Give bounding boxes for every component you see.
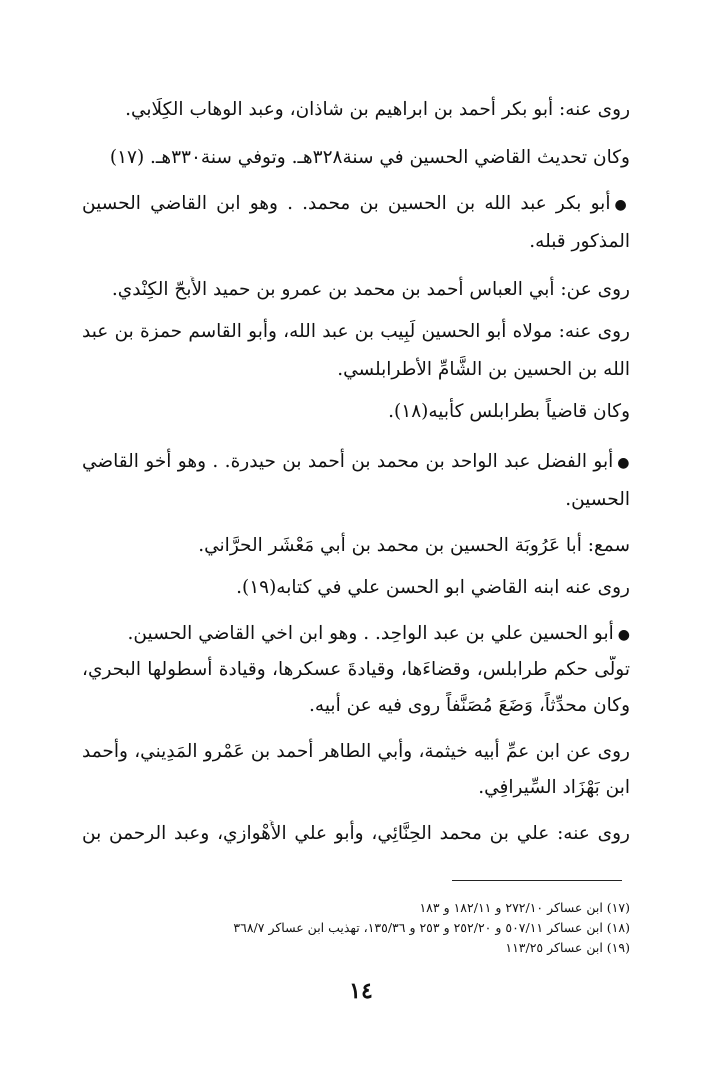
text-line-1: روى عنه: أبو بكر أحمد بن ابراهيم بن شاذان، وعبد الوهاب الكِلَابي.	[125, 99, 630, 120]
entry-line-abu-bakr	[82, 190, 630, 219]
entry-heading-text: أبو الحسين علي بن عبد الواحِد. . وهو ابن اخي القاضي الحسين.	[127, 623, 614, 644]
entry-line-abu-al-fadl	[82, 448, 630, 477]
text-line-15: وكان محدِّثاً، وَضَعَ مُصَنَّفاً روى فيه عن أبيه.	[309, 695, 630, 716]
text-line-18: روى عنه: علي بن محمد الحِنَّائِي، وأبو علي الأَهْوازي، وعبد الرحمن بن	[82, 823, 630, 844]
text-line-5: روى عن: أبي العباس أحمد بن محمد بن عمرو بن حميد الأَبحّ الكِنْدي.	[111, 279, 630, 300]
entry-heading-text: أبو الفضل عبد الواحد بن محمد بن أحمد بن حيدرة. . وهو أخو القاضي	[82, 451, 614, 472]
footnote-separator	[452, 880, 622, 881]
footnote-17: (١٧) ابن عساكر ٢٧٢/١٠ و ١٨٢/١١ و ١٨٣	[419, 900, 630, 915]
text-line-17: ابن بَهْزَاد السِّيرافِي.	[478, 777, 630, 798]
text-line-11: سمع: أبا عَرُوبَة الحسين بن محمد بن أبي مَعْشَر الحرَّاني.	[198, 535, 630, 556]
page-number: ١٤	[349, 978, 373, 1004]
text-line-6: روى عنه: مولاه أبو الحسين لَبِيب بن عبد الله، وأبو القاسم حمزة بن عبد	[82, 321, 630, 342]
text-line-16: روى عن ابن عمِّ أبيه خيثمة، وأبي الطاهر أحمد بن عَمْرو المَدِيني، وأحمد	[82, 741, 630, 762]
bullet-icon: ●	[614, 197, 630, 213]
entry-heading-text: أبو بكر عبد الله بن الحسين بن محمد. . وهو ابن القاضي الحسين	[82, 193, 611, 214]
entry-line-abu-al-husayn	[82, 620, 630, 649]
text-line-14: تولَّى حكم طرابلس، وقضاءَها، وقيادةَ عسكرها، وقيادة أسطولها البحري،	[82, 659, 630, 680]
text-line-12: روى عنه ابنه القاضي ابو الحسن علي في كتابه(١٩).	[236, 577, 630, 598]
text-line-4: المذكور قبله.	[529, 231, 630, 252]
text-line-2: وكان تحديث القاضي الحسين في سنة٣٢٨هـ. وتوفي سنة٣٣٠هـ. (١٧)	[109, 147, 630, 168]
text-line-10: الحسين.	[565, 489, 630, 510]
text-line-7: الله بن الحسين بن الشَّامِّ الأطرابلسي.	[337, 359, 630, 380]
text-line-8: وكان قاضياً بطرابلس كأبيه(١٨).	[388, 401, 630, 422]
bullet-icon: ●	[617, 455, 630, 471]
bullet-icon: ●	[617, 627, 630, 643]
footnote-19: (١٩) ابن عساكر ١١٣/٢٥	[505, 940, 630, 955]
footnote-18: (١٨) ابن عساكر ٥٠٧/١١ و ٢٥٢/٢٠ و ٢٥٣ و ١٣٥/٣٦، تهذيب ابن عساكر ٣٦٨/٧	[233, 920, 630, 935]
